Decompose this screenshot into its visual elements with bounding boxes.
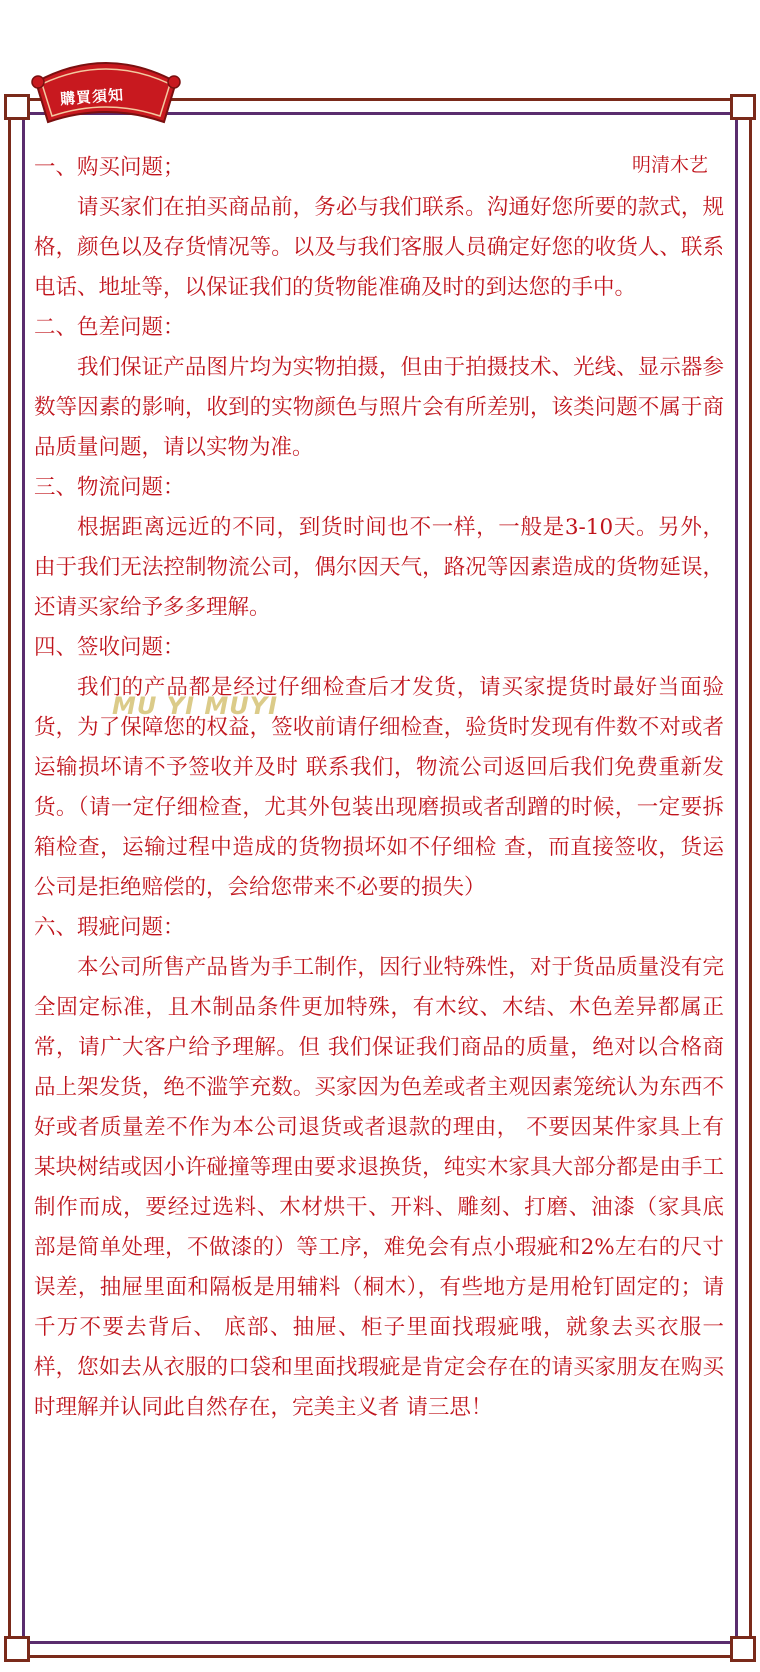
section-body: 我们的产品都是经过仔细检查后才发货，请买家提货时最好当面验货，为了保障您的权益，签收前请仔细检查，验货时发现有件数不对或者运输损坏请不予签收并及时 联系我们，物流公司返回后我们免费重新发货。（请一定仔细检查，尤其外包装出现磨损或者刮蹭的时候，一定要拆箱检查，运输过程中造成的货物损坏如不仔细检 查，而直接签收，货运公司是拒绝赔偿的，会给您带来不必要的损失）: [34, 675, 724, 900]
section-heading: 六、瑕疵问题：: [34, 915, 185, 940]
section-defects: [34, 908, 724, 1428]
section-purchase: [34, 148, 724, 308]
section-color-difference: [34, 308, 724, 468]
section-body: 我们保证产品图片均为实物拍摄，但由于拍摄技术、光线、显示器参数等因素的影响，收到的实物颜色与照片会有所差别，该类问题不属于商品质量问题，请以实物为准。: [34, 355, 724, 460]
notice-content: [34, 148, 724, 1428]
section-body: 根据距离远近的不同，到货时间也不一样，一般是3-10天。另外，由于我们无法控制物流公司，偶尔因天气，路况等因素造成的货物延误，还请买家给予多多理解。: [34, 515, 724, 620]
watermark-text: MU YI MUYI: [112, 692, 279, 720]
section-body: 本公司所售产品皆为手工制作，因行业特殊性，对于货品质量没有完全固定标准，且木制品条件更加特殊，有木纹、木结、木色差异都属正常，请广大客户给予理解。但 我们保证我们商品的质量，绝对以合格商品上架发货，绝不滥竽充数。买家因为色差或者主观因素笼统认为东西不好或者质量差不作为本公司退货或者退款的理由， 不要因某件家具上有某块树结或因小许碰撞等理由要求退换货，纯实木家具大部分都是由手工制作而成，要经过选料、木材烘干、开料、雕刻、打磨、油漆（家具底 部是简单处理，不做漆的）等工序，难免会有点小瑕疵和2%左右的尺寸误差，抽屉里面和隔板是用辅料（桐木），有些地方是用枪钉固定的；请千万不要去背后、 底部、抽屉、柜子里面找瑕疵哦，就象去买衣服一样，您如去从衣服的口袋和里面找瑕疵是肯定会存在的请买家朋友在购买时理解并认同此自然存在，完美主义者 请三思！: [34, 955, 724, 1420]
frame-corner-top-right: [730, 94, 756, 120]
badge-title: 購買須知: [59, 85, 125, 109]
frame-corner-bottom-left: [4, 1636, 30, 1662]
section-body: 请买家们在拍买商品前，务必与我们联系。沟通好您所要的款式，规格，颜色以及存货情况等。以及与我们客服人员确定好您的收货人、联系电话、地址等，以保证我们的货物能准确及时的到达您的手中。: [34, 195, 724, 300]
section-heading: 一、购买问题；: [34, 155, 185, 180]
frame-corner-bottom-right: [730, 1636, 756, 1662]
section-heading: 二、色差问题：: [34, 315, 185, 340]
section-heading: 四、签收问题：: [34, 635, 185, 660]
section-logistics: [34, 468, 724, 628]
brand-signature: 明清木艺: [631, 154, 708, 176]
section-receipt: [34, 628, 724, 908]
section-heading: 三、物流问题：: [34, 475, 185, 500]
